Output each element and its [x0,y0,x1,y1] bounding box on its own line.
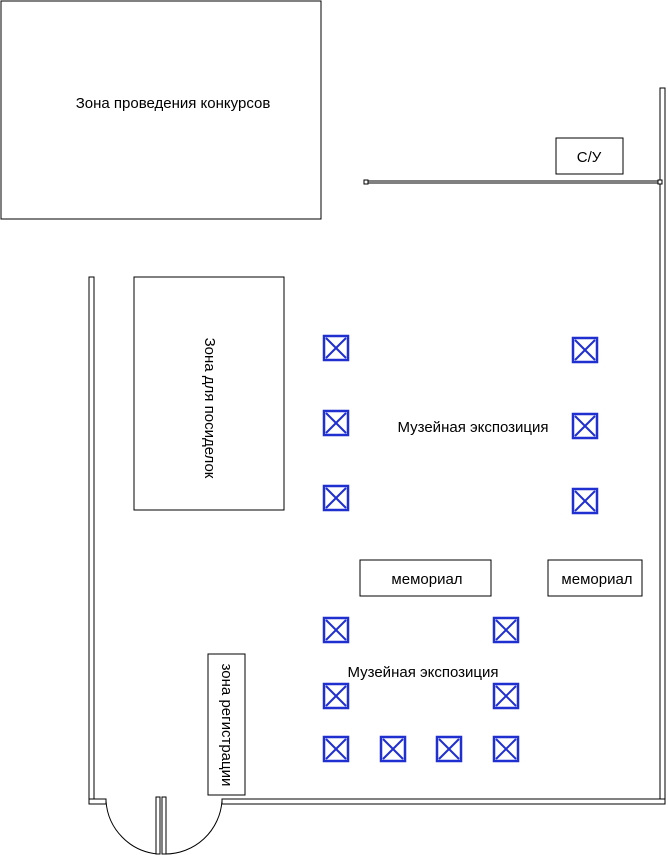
memorial-left-label: мемориал [391,571,463,588]
restroom [556,138,623,174]
double-door-icon [106,797,222,854]
display-case-icon [573,489,597,513]
partition-end-right [658,180,662,184]
restroom-label: С/У [576,149,602,166]
display-case-icon [437,737,461,761]
museum-exposition-lower-label: Музейная экспозиция [347,664,499,681]
door-swing-left [106,801,158,854]
display-case-icon [324,411,348,435]
registration-zone [208,654,245,795]
left-wall [89,277,94,804]
display-case-icon [324,486,348,510]
bottom-wall-right [222,799,665,804]
display-case-icon [573,338,597,362]
display-case-icon [573,414,597,438]
contest-zone [1,1,321,219]
display-case-icon [494,737,518,761]
memorial-right [548,560,642,596]
gatherings-zone [134,277,284,510]
memorial-right-label: мемориал [561,571,633,588]
display-cases [324,336,597,761]
gatherings-zone-label: Зона для посиделок [201,337,219,479]
display-case-icon [324,737,348,761]
right-wall [660,88,665,804]
display-case-icon [324,684,348,708]
display-case-icon [324,336,348,360]
door-leaf-right [162,797,166,854]
memorial-left [360,560,491,596]
contest-zone-label: Зона проведения конкурсов [75,95,271,112]
display-case-icon [381,737,405,761]
registration-zone-label: зона регистрации [218,663,236,787]
partition-end-left [364,180,368,184]
display-case-icon [494,618,518,642]
door-leaf-left [156,797,160,854]
bottom-wall-left [89,799,106,804]
display-case-icon [494,684,518,708]
door-swing-right [165,801,222,854]
museum-exposition-upper-label: Музейная экспозиция [397,419,549,436]
display-case-icon [324,618,348,642]
